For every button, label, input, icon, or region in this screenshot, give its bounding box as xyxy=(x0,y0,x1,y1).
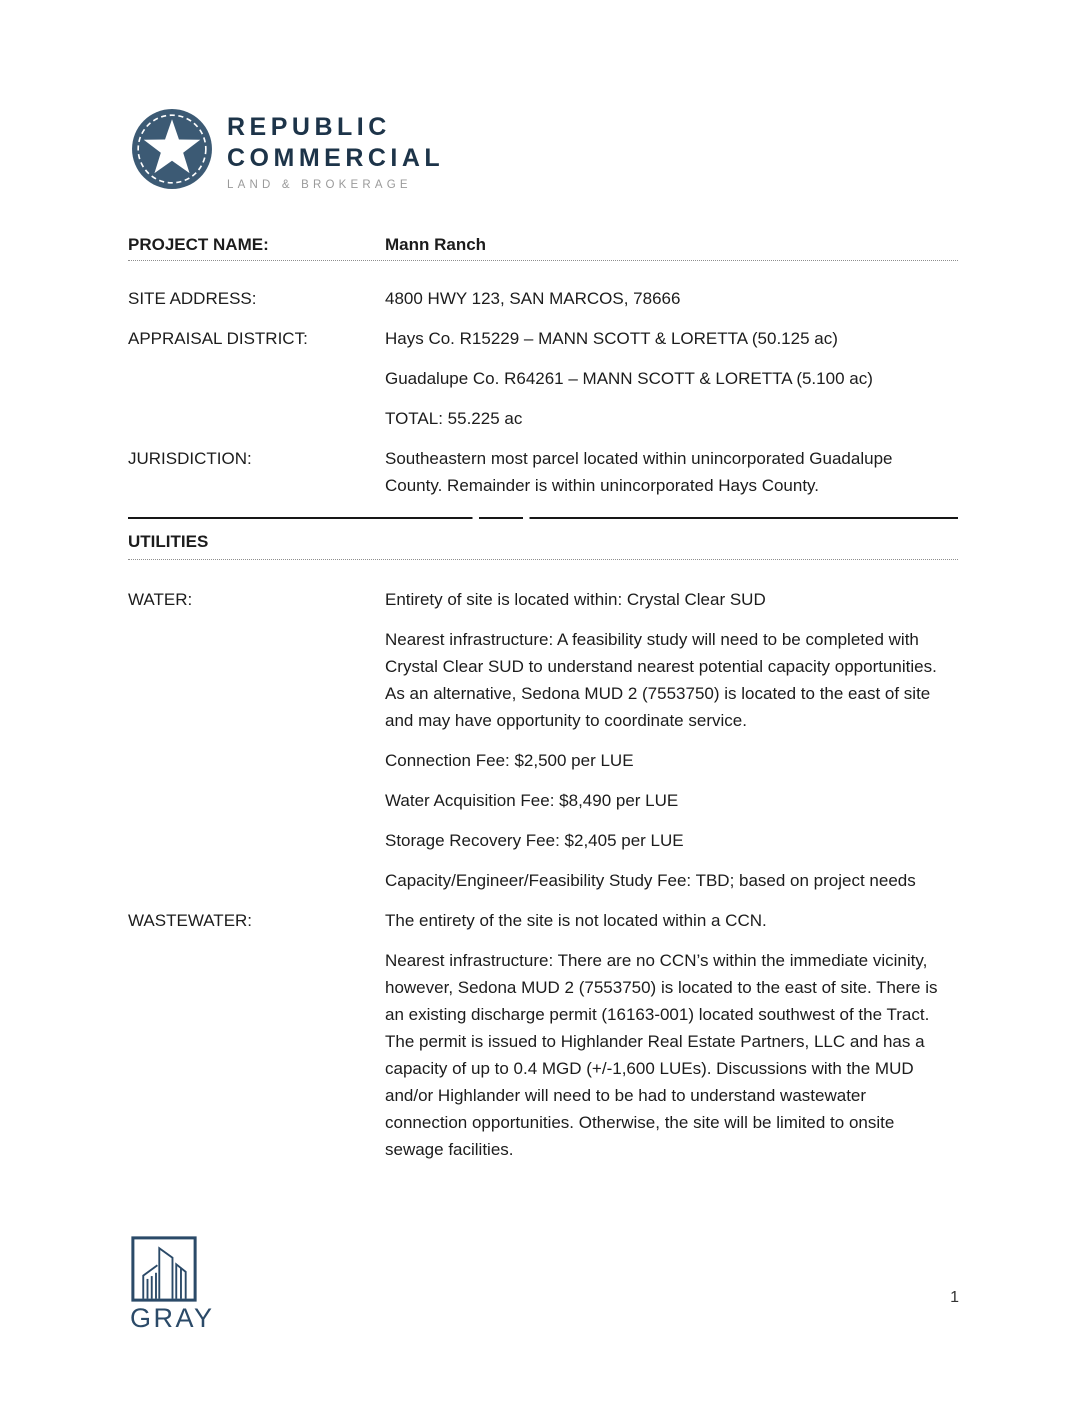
appraisal-district-value xyxy=(385,325,950,445)
jurisdiction-value xyxy=(385,445,950,512)
site-address-value xyxy=(385,285,950,325)
appraisal-district-label: APPRAISAL DISTRICT: xyxy=(128,329,308,348)
water-connection-fee-text: Connection Fee: $2,500 per LUE xyxy=(385,751,634,770)
project-separator-line xyxy=(128,260,958,261)
appraisal-line-hays: Hays Co. R15229 – MANN SCOTT & LORETTA (50.125 ac) xyxy=(385,329,838,348)
site-address-label: SITE ADDRESS: xyxy=(128,289,257,308)
appraisal-line-total: TOTAL: 55.225 ac xyxy=(385,409,523,428)
water-row xyxy=(128,586,958,907)
utilities-section-heading: UTILITIES xyxy=(128,532,209,551)
jurisdiction-row xyxy=(128,445,958,512)
appraisal-line-guadalupe: Guadalupe Co. R64261 – MANN SCOTT & LORETTA (5.100 ac) xyxy=(385,369,873,388)
brand-name-line1: REPUBLIC xyxy=(227,113,391,141)
site-address-row xyxy=(128,285,958,325)
brand-text xyxy=(227,108,444,191)
wastewater-value xyxy=(385,907,950,1176)
appraisal-district-row xyxy=(128,325,958,445)
jurisdiction-label: JURISDICTION: xyxy=(128,449,252,468)
project-name-row xyxy=(128,231,958,258)
gray-buildings-logo-icon xyxy=(131,1236,197,1302)
wastewater-row xyxy=(128,907,958,1176)
project-name-label: PROJECT NAME: xyxy=(128,235,269,254)
brand-name-line2: COMMERCIAL xyxy=(227,144,445,172)
wastewater-ccn-text: The entirety of the site is not located within a CCN. xyxy=(385,911,767,930)
water-study-fee-text: Capacity/Engineer/Feasibility Study Fee: TBD; based on project needs xyxy=(385,871,916,890)
water-infrastructure-text: Nearest infrastructure: A feasibility study will need to be completed with Crystal Clear SUD to understand nearest potential capacity opportunities. As an alternative, Sedona MUD 2 (7553750) is located to the east of site and may have opportunity to coordinate service. xyxy=(385,630,937,730)
utilities-separator-line xyxy=(128,559,958,560)
brand-tagline: LAND & BROKERAGE xyxy=(227,179,412,191)
wastewater-infrastructure-text: Nearest infrastructure: There are no CCN’s within the immediate vicinity, however, Sedona MUD 2 (7553750) is located to the east of site. There is an existing discharge permit (16163-001) located southwest of the Tract. The permit is issued to Highlander Real Estate Partners, LLC and has a capacity of up to 0.4 MGD (+/-1,600 LUEs). Discussions with the MUD and/or Highlander will need to be had to understand wastewater connection opportunities. Otherwise, the site will be limited to onsite sewage facilities. xyxy=(385,951,938,1159)
brand-header xyxy=(131,108,444,191)
water-label: WATER: xyxy=(128,590,193,609)
water-acquisition-fee-text: Water Acquisition Fee: $8,490 per LUE xyxy=(385,791,679,810)
site-address-text: 4800 HWY 123, SAN MARCOS, 78666 xyxy=(385,289,681,308)
project-name-value: Mann Ranch xyxy=(385,235,487,254)
utilities-top-rule xyxy=(128,517,958,519)
republic-star-logo-icon xyxy=(131,108,213,190)
document-content xyxy=(128,231,958,1176)
wastewater-label: WASTEWATER: xyxy=(128,911,253,930)
jurisdiction-text: Southeastern most parcel located within unincorporated Guadalupe County. Remainder is within unincorporated Hays County. xyxy=(385,449,893,495)
gray-logo xyxy=(130,1236,215,1333)
gray-wordmark: GRAY xyxy=(130,1303,215,1333)
water-storage-fee-text: Storage Recovery Fee: $2,405 per LUE xyxy=(385,831,684,850)
water-value xyxy=(385,586,950,907)
page-number: 1 xyxy=(950,1289,959,1306)
water-ccn-text: Entirety of site is located within: Crystal Clear SUD xyxy=(385,590,766,609)
